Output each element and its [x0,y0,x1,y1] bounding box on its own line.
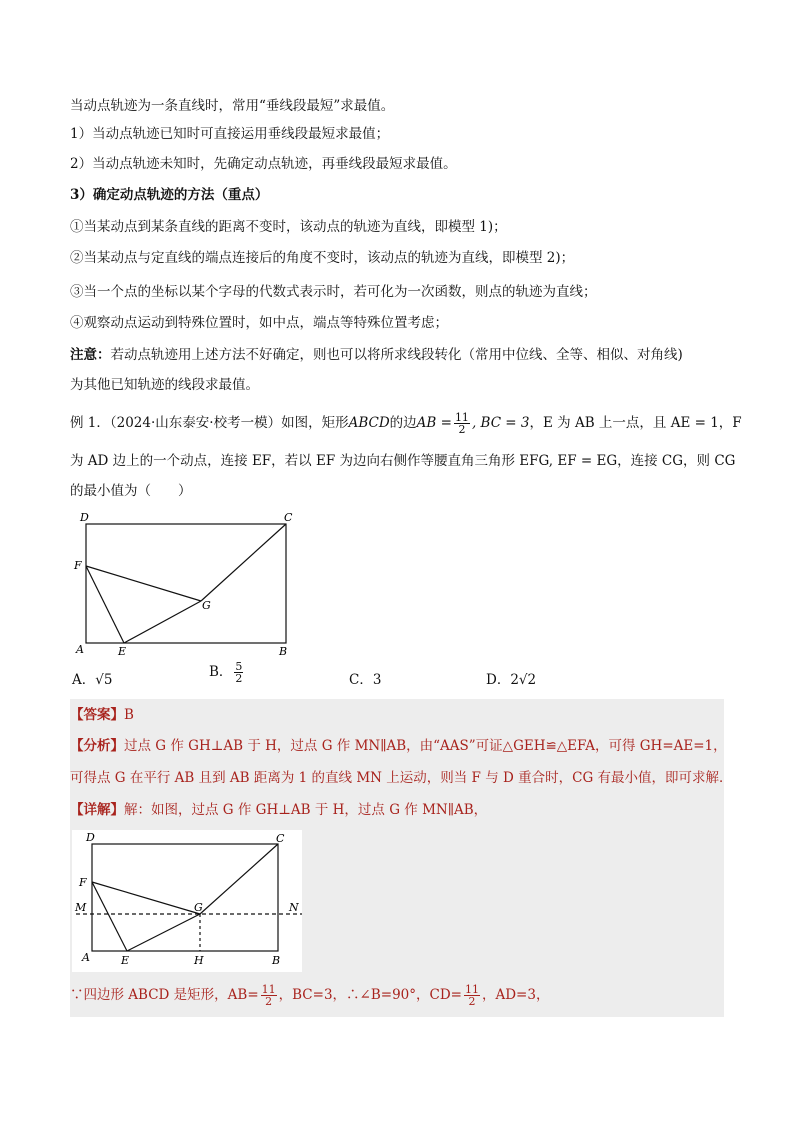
label-f-2: F [79,876,87,889]
intro-heading: 3）确定动点轨迹的方法（重点） [70,187,269,203]
note-label: 注意： [70,347,111,363]
method-4: ④观察动点运动到特殊位置时，如中点，端点等特殊位置考虑； [70,315,448,331]
label-g: G [202,599,211,612]
option-d-label: D． [486,672,511,688]
analysis-line-1 [70,736,727,756]
label-d: D [80,511,89,524]
option-b-fraction [234,661,243,684]
segment-fg [86,566,201,601]
label-g-2: G [194,901,203,914]
label-b: B [279,645,288,658]
answer-label: 【答案】 [70,707,124,723]
label-c-2: C [276,832,285,845]
note-line-2: 为其他已知轨迹的线段求最值。 [70,377,259,393]
note-text: 若动点轨迹用上述方法不好确定，则也可以将所求线段转化（常用中位线、全等、相似、对角线) [110,347,683,363]
answer-line [70,705,134,725]
option-a[interactable] [72,668,112,688]
last-den-2: 2 [468,995,476,1008]
note-line-1 [70,345,683,365]
detail-text-1: 解：如图，过点 G 作 GH⊥AB 于 H，过点 G 作 MN∥AB， [124,802,488,818]
example-prefix: 例 1．（2024·山东泰安·校考一模）如图，矩形 [70,415,349,431]
option-b[interactable] [209,660,245,684]
frac-den: 2 [458,423,466,436]
example-line-3: 的最小值为（ ） [70,483,192,499]
example-mid: 的边 [389,415,417,431]
intro-line-2: 1）当动点轨迹已知时可直接运用垂线段最短求最值； [70,126,390,142]
example-bc: , BC = 3 [471,415,530,431]
segment-gc [201,524,286,601]
option-c[interactable]: C．3 [349,672,382,688]
option-b-den: 2 [235,672,243,685]
method-3: ③当一个点的坐标以某个字母的代数式表示时，若可化为一次函数，则点的轨迹为直线； [70,284,597,300]
rectangle-abcd [86,524,286,643]
option-a-label: A． [72,672,96,688]
label-h: H [194,954,204,967]
example-ab: AB = [416,415,452,431]
example-line-2: 为 AD 边上的一个动点，连接 EF，若以 EF 为边向右侧作等腰直角三角形 EFG, EF = EG，连接 CG，则 CG [70,453,736,469]
last-num-2: 11 [464,983,479,996]
segment-eg [124,601,201,643]
segment-fe [86,566,124,643]
method-2: ②当某动点与定直线的端点连接后的角度不变时，该动点的轨迹为直线，即模型 2)； [70,250,575,266]
example-fraction [454,412,470,435]
example-abcd: ABCD [348,415,390,431]
detail-label: 【详解】 [70,802,124,818]
label-e: E [118,645,127,658]
example-line-1 [70,410,742,436]
label-d-2: D [86,831,95,844]
method-1: ①当某动点到某条直线的距离不变时，该动点的轨迹为直线，即模型 1)； [70,219,507,235]
last-num-1: 11 [261,983,276,996]
intro-line-3: 2）当动点轨迹未知时，先确定动点轨迹，再垂线段最短求最值。 [70,156,457,172]
detail-line-1 [70,800,487,820]
label-b-2: B [272,954,281,967]
label-n: N [289,901,299,914]
detail-line-last [70,982,549,1008]
analysis-line-2: 可得点 G 在平行 AB 且到 AB 距离为 1 的直线 MN 上运动，则当 F 与 D 重合时，CG 有最小值，即可求解． [70,770,733,786]
option-b-num: 5 [235,660,243,673]
last-fraction-1 [261,984,277,1007]
label-m: M [75,901,87,914]
frac-num: 11 [454,411,469,424]
label-f: F [74,559,82,572]
label-c: C [284,511,293,524]
intro-line-1: 当动点轨迹为一条直线时，常用“垂线段最短”求最值。 [70,98,395,114]
label-a: A [76,643,84,656]
last-fraction-2 [464,984,480,1007]
last-den-1: 2 [265,995,273,1008]
label-a-2: A [82,951,90,964]
example-e: ，E 为 AB 上一点，且 AE = 1，F [529,415,742,431]
option-b-label: B． [209,664,233,680]
option-d[interactable] [486,668,536,688]
option-a-value: √5 [95,672,113,688]
figure-2 [72,830,302,972]
last-mid: ，BC=3，∴∠B=90°，CD= [278,987,462,1003]
analysis-text-1: 过点 G 作 GH⊥AB 于 H，过点 G 作 MN∥AB，由“AAS”可证△GEH≌△EFA，可得 GH=AE=1， [124,738,727,754]
last-pre: ∵四边形 ABCD 是矩形，AB= [70,987,259,1003]
figure-1 [70,505,300,660]
option-d-value: 2√2 [510,672,537,688]
label-e-2: E [121,954,130,967]
answer-value: B [124,707,134,723]
last-end: ，AD=3， [481,987,550,1003]
analysis-label: 【分析】 [70,738,124,754]
